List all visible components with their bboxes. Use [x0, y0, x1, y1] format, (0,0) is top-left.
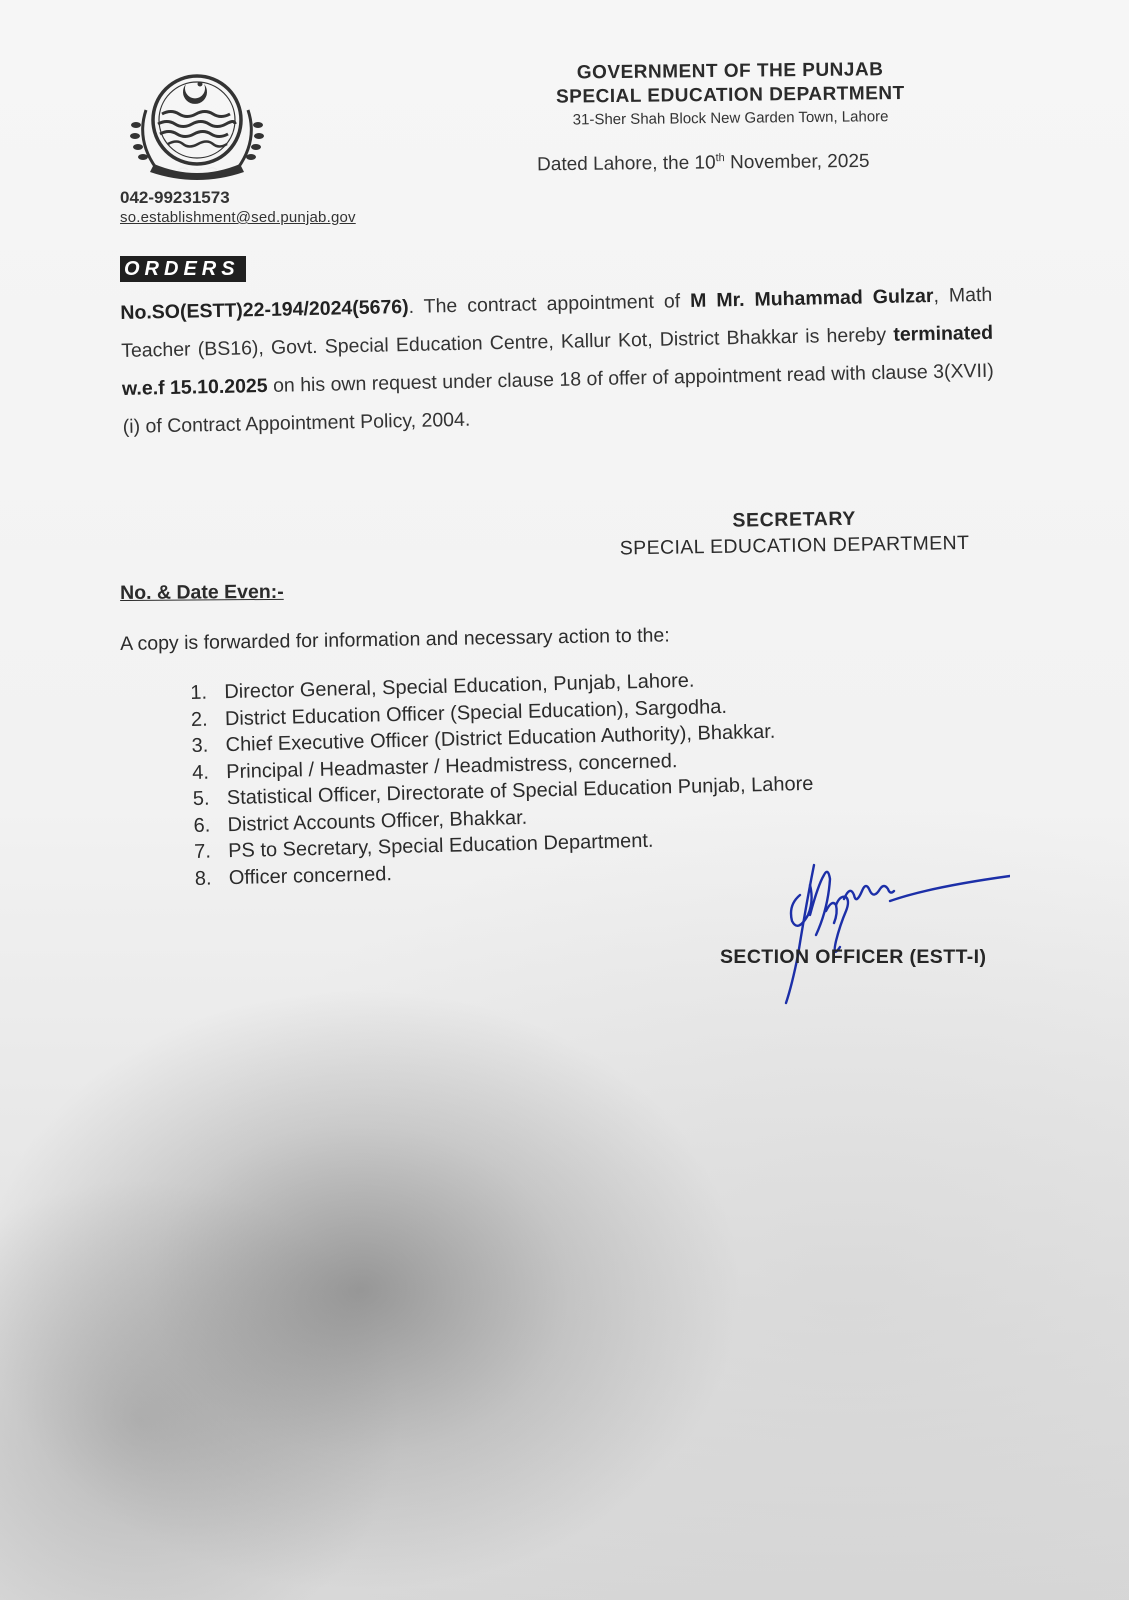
list-item-number: 7.: [193, 840, 212, 863]
secretary-department: SPECIAL EDUCATION DEPARTMENT: [619, 531, 970, 560]
list-item-number: 1.: [190, 681, 208, 704]
termination-date: terminated w.e.f 15.10.2025: [121, 321, 994, 400]
list-item-number: 5.: [192, 787, 210, 810]
section-officer-signatory: SECTION OFFICER (ESTT-I): [720, 946, 987, 968]
employee-name: M Mr. Muhammad Gulzar: [689, 284, 934, 313]
list-item-number: 3.: [191, 734, 209, 757]
list-item-text: Officer concerned.: [228, 862, 393, 889]
phone-number: 042-99231573: [120, 188, 230, 207]
dated-prefix: Dated Lahore, the 10: [537, 152, 716, 176]
order-text-2: , Math Teacher (BS16), Govt. Special Education Centre, Kallur Kot, District Bhakkar is hereby: [120, 283, 993, 362]
handwritten-signature-icon: [770, 855, 1010, 1015]
government-title: GOVERNMENT OF THE PUNJAB: [576, 59, 884, 84]
list-item-text: PS to Secretary, Special Education Department.: [227, 829, 654, 863]
contact-info: [120, 188, 356, 228]
no-date-even: No. & Date Even:-: [120, 580, 284, 604]
email-address[interactable]: so.establishment@sed.punjab.gov: [120, 209, 356, 226]
letterhead-header: [520, 58, 941, 132]
list-item-text: Statistical Officer, Directorate of Special Education Punjab, Lahore: [226, 772, 814, 810]
order-text-1: . The contract appointment of: [408, 290, 691, 318]
list-item-text: District Education Officer (Special Education), Sargodha.: [224, 695, 728, 730]
list-item-text: Principal / Headmaster / Headmistress, concerned.: [225, 749, 678, 783]
list-item-number: 6.: [193, 814, 211, 837]
order-paragraph: [120, 276, 995, 446]
list-item-number: 2.: [190, 708, 208, 731]
department-title: SPECIAL EDUCATION DEPARTMENT: [555, 82, 905, 108]
department-address: 31-Sher Shah Block New Garden Town, Lahore: [572, 108, 889, 129]
list-item-text: Director General, Special Education, Punjab, Lahore.: [224, 669, 695, 704]
forward-text: A copy is forwarded for information and necessary action to the:: [120, 624, 670, 655]
list-item-number: 8.: [194, 867, 212, 890]
list-item-text: District Accounts Officer, Bhakkar.: [227, 806, 528, 836]
dated-suffix: November, 2025: [724, 150, 870, 174]
secretary-title: SECRETARY: [732, 507, 857, 532]
dated-line: [537, 151, 870, 177]
order-reference-number: No.SO(ESTT)22-194/2024(5676): [120, 295, 409, 324]
dated-superscript: th: [715, 152, 725, 165]
punjab-government-seal-icon: [124, 70, 270, 182]
list-item-number: 4.: [191, 761, 210, 784]
orders-heading: ORDERS: [120, 256, 246, 282]
order-text-3: on his own request under clause 18 of offer of appointment read with clause 3(XVII)(i) of Contract Appointment Policy, 2004.: [122, 359, 995, 438]
copy-to-list: [190, 665, 816, 892]
secretary-block: [584, 503, 1005, 562]
list-item-text: Chief Executive Officer (District Education Authority), Bhakkar.: [225, 720, 776, 757]
